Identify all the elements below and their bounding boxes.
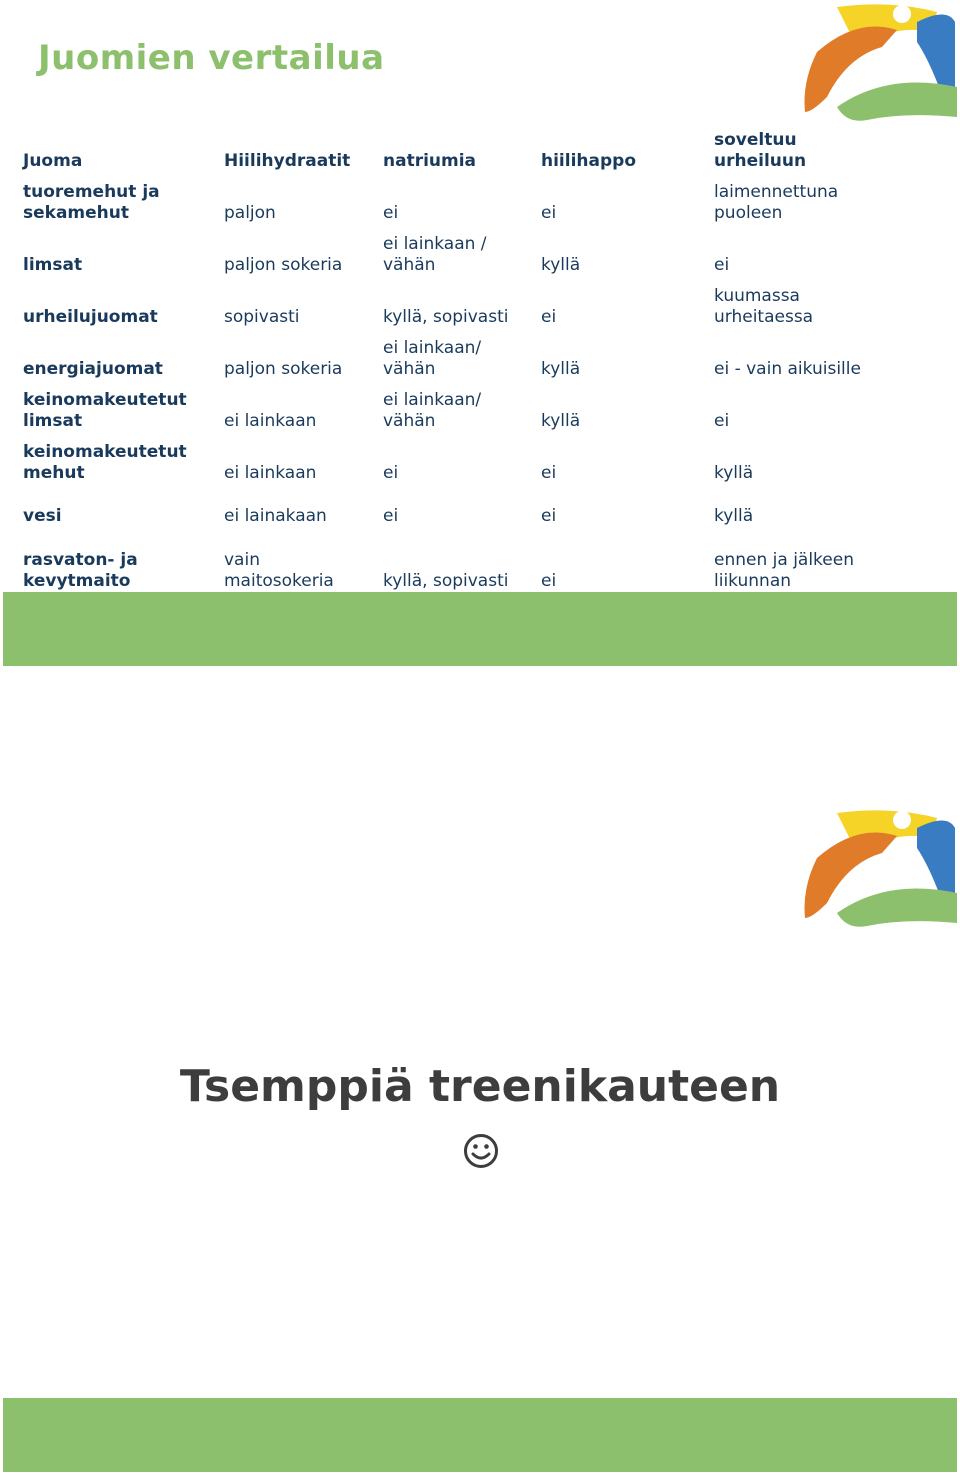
cell-carbonation: ei <box>541 571 557 591</box>
cell-suitable: kyllä <box>714 506 754 526</box>
cell-carbohydrates: ei lainkaan <box>224 463 317 483</box>
bottom-green-bar <box>3 1398 957 1472</box>
cell-carbonation: ei <box>541 463 557 483</box>
cell-drink: urheilujuomat <box>23 307 158 327</box>
cell-sodium: ei <box>383 463 399 483</box>
cell-suitable: ennen ja jälkeen liikunnan <box>714 550 854 591</box>
cell-sodium: kyllä, sopivasti <box>383 307 509 327</box>
cell-carbohydrates: vain maitosokeria <box>224 550 334 591</box>
cell-carbohydrates: paljon sokeria <box>224 359 343 379</box>
bottom-green-bar <box>3 592 957 666</box>
table-row <box>23 130 923 592</box>
slide-title: Tsemppiä treenikauteen <box>179 1061 781 1112</box>
cell-drink: keinomakeutetut mehut <box>23 442 187 483</box>
cell-drink: limsat <box>23 255 83 275</box>
header-drink: Juoma <box>23 151 83 171</box>
cell-suitable: ei <box>714 255 730 275</box>
cell-carbohydrates: ei lainakaan <box>224 506 327 526</box>
smiley-face-icon <box>463 1133 499 1169</box>
cell-carbohydrates: paljon <box>224 203 276 223</box>
cell-drink: vesi <box>23 506 62 526</box>
cell-carbonation: ei <box>541 203 557 223</box>
cell-suitable: ei - vain aikuisille <box>714 359 861 379</box>
cell-sodium: ei <box>383 203 399 223</box>
header-suitable-for-sport: soveltuu urheiluun <box>714 130 807 171</box>
cell-carbohydrates: sopivasti <box>224 307 300 327</box>
cell-suitable: kuumassa urheitaessa <box>714 286 814 327</box>
cell-sodium: ei <box>383 506 399 526</box>
cell-carbonation: kyllä <box>541 411 581 431</box>
cell-carbonation: kyllä <box>541 255 581 275</box>
cell-suitable: ei <box>714 411 730 431</box>
header-carbohydrates: Hiilihydraatit <box>224 151 351 171</box>
cell-carbohydrates: ei lainkaan <box>224 411 317 431</box>
cell-sodium: ei lainkaan/ vähän <box>383 338 482 379</box>
cell-carbonation: ei <box>541 307 557 327</box>
cell-drink: tuoremehut ja sekamehut <box>23 182 160 223</box>
cell-carbonation: ei <box>541 506 557 526</box>
header-sodium: natriumia <box>383 151 477 171</box>
sports-swoosh-logo-icon <box>797 2 957 126</box>
cell-carbohydrates: paljon sokeria <box>224 255 343 275</box>
slide-drink-comparison <box>3 0 957 666</box>
cell-sodium: ei lainkaan/ vähän <box>383 390 482 431</box>
slide-title: Juomien vertailua <box>38 38 385 78</box>
header-carbonation: hiilihappo <box>541 151 637 171</box>
cell-sodium: ei lainkaan / vähän <box>383 234 487 275</box>
cell-drink: energiajuomat <box>23 359 163 379</box>
cell-sodium: kyllä, sopivasti <box>383 571 509 591</box>
cell-drink: rasvaton- ja kevytmaito <box>23 550 138 591</box>
cell-drink: keinomakeutetut limsat <box>23 390 187 431</box>
sports-swoosh-logo-icon <box>797 808 957 932</box>
cell-suitable: kyllä <box>714 463 754 483</box>
cell-carbonation: kyllä <box>541 359 581 379</box>
slide-motivation <box>3 808 957 1472</box>
cell-suitable: laimennettuna puoleen <box>714 182 839 223</box>
